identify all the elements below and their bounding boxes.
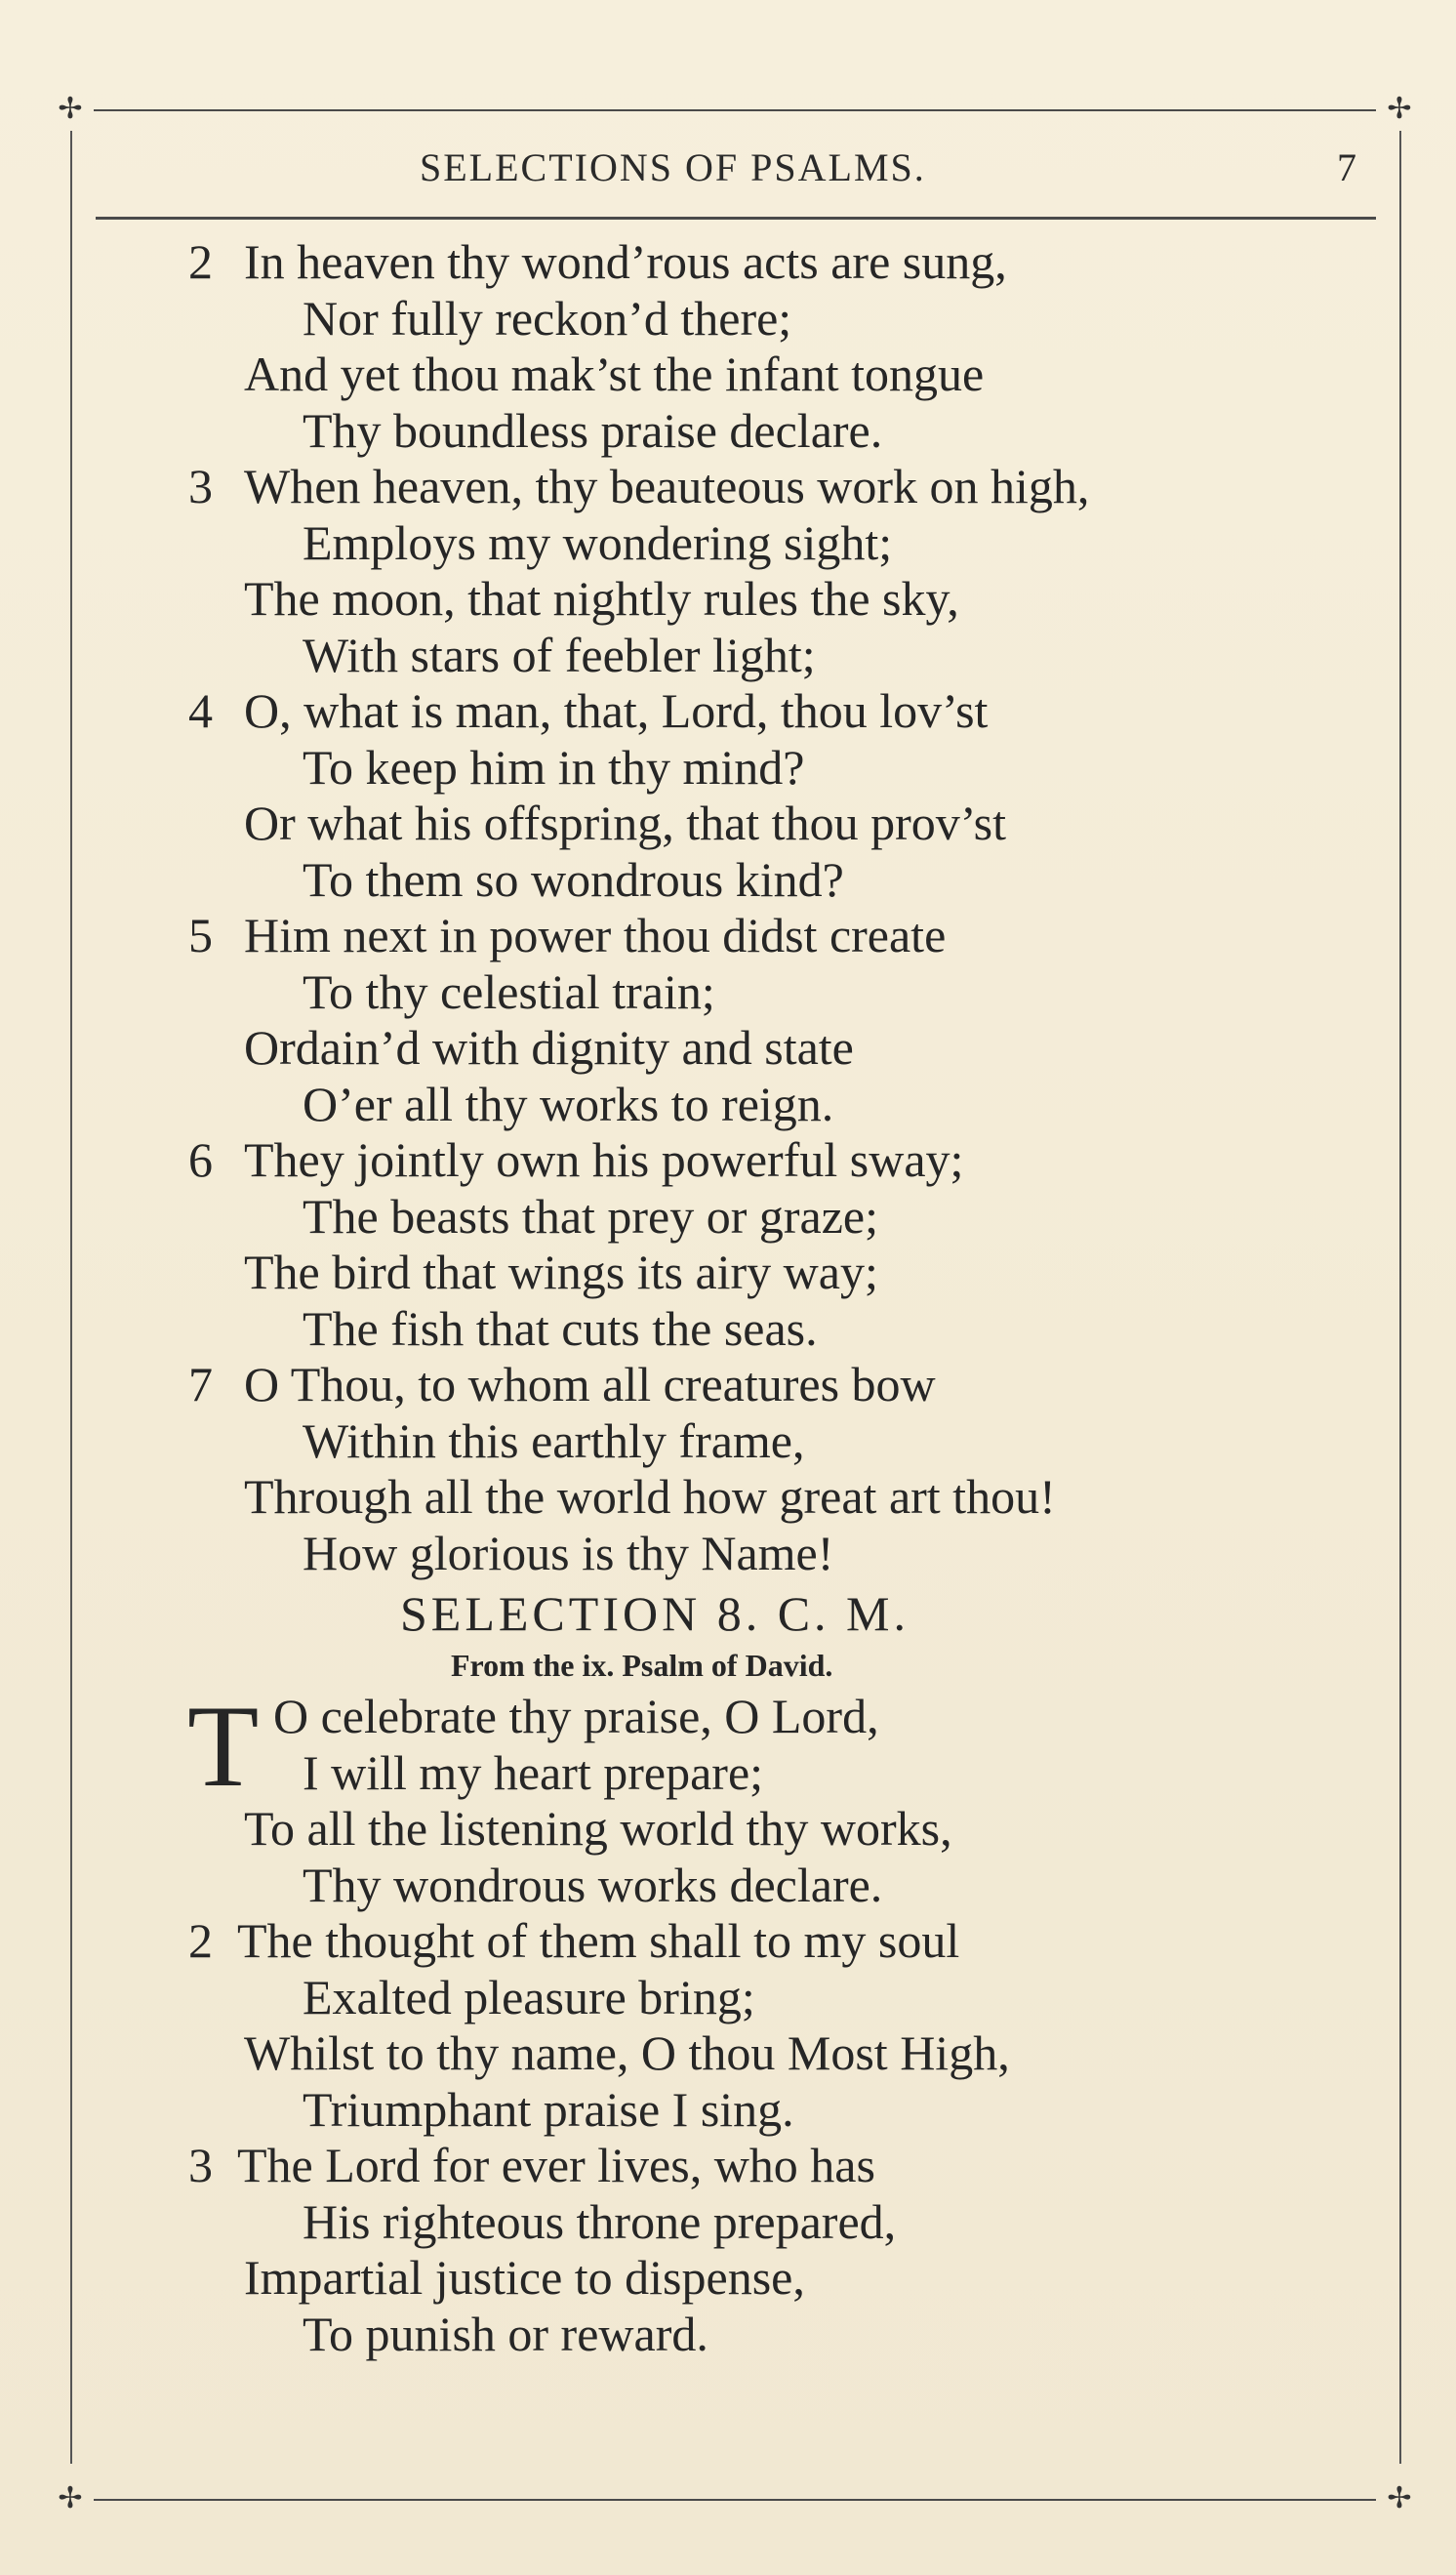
stanza: [0, 1357, 1456, 1581]
verse-number: 5: [188, 908, 213, 962]
verse-line: And yet thou mak’st the infant tongue: [244, 347, 985, 401]
verse-number: 6: [188, 1132, 213, 1187]
verse-line: To thy celestial train;: [303, 963, 715, 1019]
verse-line: The fish that cuts the seas.: [303, 1300, 818, 1356]
selection-subheading: From the ix. Psalm of David.: [451, 1648, 833, 1683]
running-header: [0, 144, 1456, 193]
verse-line: 5 Him next in power thou didst create: [188, 908, 947, 962]
verse-line: Employs my wondering sight;: [303, 514, 893, 570]
verse-line: 7 O Thou, to whom all creatures bow: [188, 1357, 936, 1411]
verse-line: Nor fully reckon’d there;: [303, 290, 792, 346]
verse-line: Thy boundless praise declare.: [303, 402, 883, 458]
verse-number: 3: [188, 459, 213, 513]
corner-ornament-top-right: ✢: [1387, 92, 1412, 126]
verse-line: Within this earthly frame,: [303, 1412, 805, 1468]
verse-line: Triumphant praise I sing.: [303, 2081, 794, 2137]
verse-line: The bird that wings its airy way;: [244, 1245, 878, 1299]
stanza: [0, 234, 1456, 459]
verse-line: 4 O, what is man, that, Lord, thou lov’st: [188, 683, 989, 738]
verse-line: Thy wondrous works declare.: [303, 1857, 883, 1912]
corner-ornament-top-left: ✢: [58, 92, 83, 126]
selection-heading: SELECTION 8. C. M.: [400, 1586, 910, 1641]
stanza-with-drop-cap: [0, 1681, 1456, 1913]
running-title: SELECTIONS OF PSALMS.: [420, 145, 926, 189]
verse-line: O celebrate thy praise, O Lord,: [273, 1689, 879, 1743]
header-rule: [96, 217, 1376, 220]
stanza: [0, 1132, 1456, 1357]
verse-number: 4: [188, 683, 213, 738]
verse-line: Ordain’d with dignity and state: [244, 1020, 854, 1075]
stanza: [0, 683, 1456, 908]
verse-line: 6 They jointly own his powerful sway;: [188, 1132, 964, 1187]
verse-line: How glorious is thy Name!: [303, 1525, 834, 1580]
verse-line: Exalted pleasure bring;: [303, 1969, 755, 2024]
verse-line: 2 In heaven thy wond’rous acts are sung,: [188, 234, 1007, 289]
stanza: [0, 459, 1456, 683]
verse-number: 2: [188, 1913, 213, 1968]
verse-line: The moon, that nightly rules the sky,: [244, 571, 959, 626]
drop-cap: T: [187, 1681, 260, 1811]
top-border-rule: [94, 109, 1376, 111]
verse-line: 2 The thought of them shall to my soul: [188, 1913, 960, 1968]
corner-ornament-bottom-right: ✢: [1387, 2481, 1412, 2515]
verse-line: Through all the world how great art thou!: [244, 1469, 1056, 1524]
verse-line: 3 The Lord for ever lives, who has: [188, 2138, 875, 2192]
verse-line: Impartial justice to dispense,: [244, 2250, 805, 2305]
verse-line: His righteous throne prepared,: [303, 2193, 897, 2249]
verse-line: O’er all thy works to reign.: [303, 1076, 834, 1131]
stanza: [0, 2138, 1456, 2362]
corner-ornament-bottom-left: ✢: [58, 2481, 83, 2515]
verse-line: Or what his offspring, that thou prov’st: [244, 796, 1006, 850]
verse-number: 3: [188, 2138, 213, 2192]
stanza: [0, 1913, 1456, 2138]
verse-number: 2: [188, 234, 213, 289]
verse-line: 3 When heaven, thy beauteous work on high,: [188, 459, 1090, 513]
stanza: [0, 908, 1456, 1132]
verse-line: Whilst to thy name, O thou Most High,: [244, 2025, 1010, 2080]
verse-line: The beasts that prey or graze;: [303, 1188, 879, 1244]
page-body: [0, 234, 1456, 2362]
verse-line: To them so wondrous kind?: [303, 851, 844, 907]
page-number: 7: [1337, 145, 1356, 189]
verse-line: I will my heart prepare;: [303, 1744, 764, 1800]
verse-line: To punish or reward.: [303, 2306, 708, 2361]
bottom-border-rule: [94, 2499, 1376, 2501]
verse-number: 7: [188, 1357, 213, 1411]
verse-line: To all the listening world thy works,: [244, 1801, 952, 1856]
verse-line: With stars of feebler light;: [303, 627, 816, 682]
verse-line: To keep him in thy mind?: [303, 739, 805, 795]
